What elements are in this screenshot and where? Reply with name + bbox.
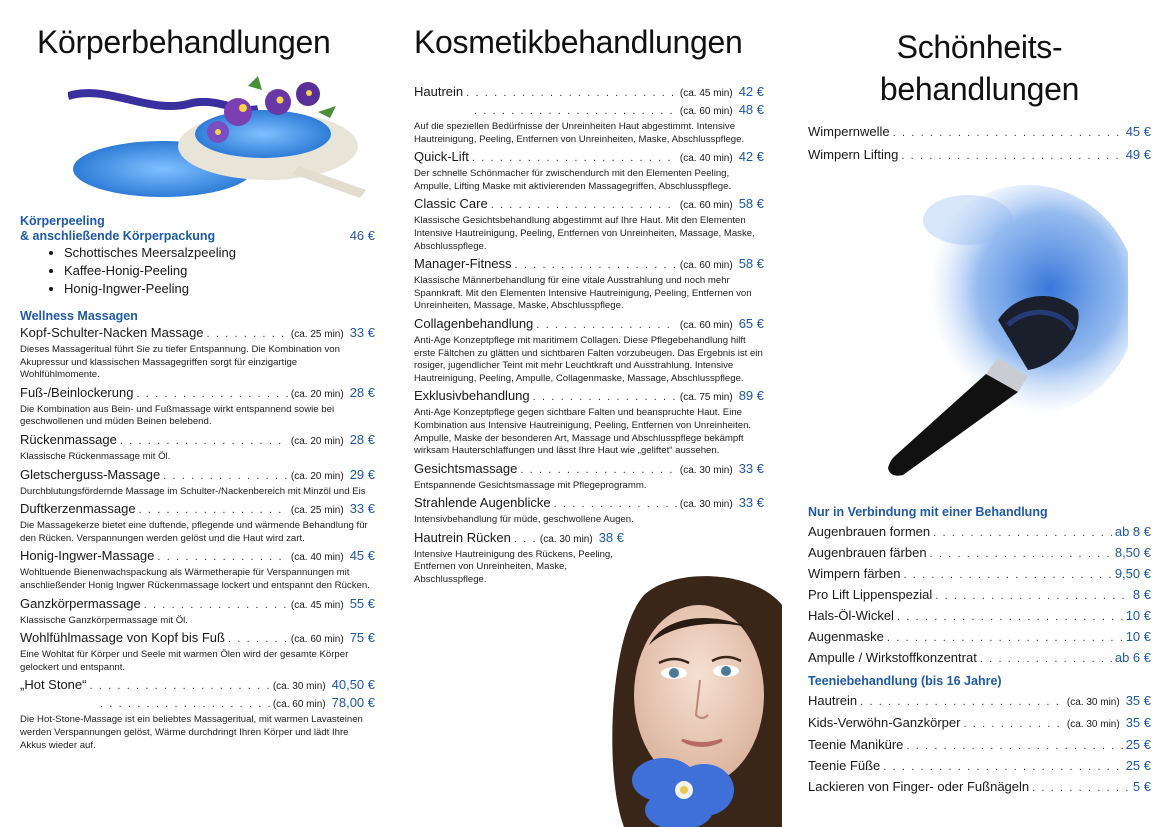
item-description: Anti-Age Konzeptpflege gegen sichtbare Falten und beanspruchte Haut. Eine Kombination aus Intensive Hautreinigung, Peeling, Entfernen von Unreinheiten. Ampulle, Maske der besonderen Art, Massage und Abschlusspflege bekämpft wirksam Hauterschlaffungen und lässt Ihre Haut wie „geliftet“ aussehen. (414, 407, 752, 457)
item-price: 29 € (349, 466, 375, 482)
item-name: Lackieren von Finger- oder Fußnägeln (808, 779, 1030, 794)
item-description: Auf die speziellen Bedürfnisse der Unreinheiten Haut abgestimmt. Intensive Hautreinigung, Peeling, Entfernen von Unreinheiten, Maske, Abschlusspflege. (414, 121, 745, 145)
item-price: 33 € (349, 325, 375, 340)
leader-dots (906, 738, 1122, 754)
item-price: 42 € (738, 84, 764, 99)
item-name: Ganzkörpermassage (20, 595, 141, 611)
item-name: Augenbrauen färben (808, 545, 927, 560)
item-price: 28 € (349, 431, 375, 447)
item-price: 75 € (349, 630, 375, 646)
wellness-title: Wellness Massagen (20, 309, 138, 323)
item-name: Teenie Füße (808, 758, 881, 773)
list-item (20, 325, 375, 382)
item-price: 65 € (738, 315, 764, 331)
leader-dots (100, 696, 270, 712)
list-item (808, 715, 1151, 733)
leader-dots (120, 433, 288, 449)
bath-salt-spoon-image (68, 74, 368, 202)
list-item (808, 147, 1151, 164)
list-item (808, 124, 1151, 141)
leader-dots (901, 148, 1122, 164)
leader-dots (474, 103, 677, 119)
item-name: Augenbrauen formen (808, 524, 931, 539)
item-time: (ca. 30 min) (1066, 719, 1120, 730)
list-item (414, 495, 764, 527)
item-time: (ca. 60 min) (272, 699, 326, 711)
item-name: Classic Care (414, 196, 488, 212)
column-kosmetikbehandlungen (414, 0, 764, 827)
list-item (20, 385, 375, 429)
teen-section (808, 674, 1151, 796)
item-description: Die Kombination aus Bein- und Fußmassage wirkt entspannend sowie bei geschwollenen und müden Beinen belebend. (20, 403, 335, 428)
leader-dots (897, 609, 1123, 625)
item-price: 25 € (1125, 737, 1151, 752)
list-item: • Schottisches Meersalzpeeling (64, 244, 375, 262)
item-price: 8,50 € (1114, 545, 1151, 560)
item-name: Hautrein (414, 84, 464, 99)
list-item (808, 758, 1151, 775)
leader-dots (930, 546, 1112, 562)
leader-dots (136, 386, 287, 402)
item-name: Hautrein Rücken (414, 529, 511, 545)
koerperpeeling-section (20, 214, 375, 298)
list-item (808, 779, 1151, 796)
item-description: Die Massagekerze bietet eine duftende, pflegende und wärmende Behandlung für den Rücken. Verspannungen werden gelöst und die Haut wird zart. (20, 520, 368, 544)
item-name: Gletscherguss-Massage (20, 466, 161, 482)
leader-dots (144, 597, 288, 613)
item-time: (ca. 25 min) (290, 505, 344, 517)
leader-dots (903, 567, 1111, 583)
makeup-brush-powder-image (878, 180, 1128, 480)
item-price: 10 € (1125, 608, 1151, 623)
leader-dots (933, 525, 1112, 541)
peeling-price: 46 € (349, 228, 375, 243)
leader-dots (207, 326, 288, 342)
list-item (808, 737, 1151, 754)
combo-section (808, 505, 1151, 667)
item-description: Intensive Hautreinigung des Rückens, Peeling, Entfernen von Unreinheiten, Maske, Abschlusspflege. (414, 548, 613, 586)
item-description: Wohltuende Bienenwachspackung als Wärmetherapie für Verspannungen mit anschließender Honig Ingwer Rückenmassage lockert und entspannt den Rücken. (20, 567, 370, 591)
item-time: (ca. 30 min) (679, 499, 733, 511)
list-item (808, 545, 1151, 562)
leader-dots (466, 85, 677, 101)
list-item: • Honig-Ingwer-Peeling (64, 280, 375, 298)
item-price: ab 8 € (1114, 524, 1151, 539)
item-price: 89 € (738, 388, 764, 404)
leader-dots (963, 716, 1063, 732)
item-description: Eine Wohltat für Körper und Seele mit warmen Ölen wird der gesamte Körper gelockert und entspannt. (20, 649, 349, 673)
list-item (414, 196, 764, 253)
item-price: 38 € (598, 529, 624, 545)
item-name: Collagenbehandlung (414, 315, 534, 331)
item-time: (ca. 60 min) (290, 634, 344, 646)
title-line-1: Schönheits- (896, 29, 1063, 65)
leader-dots (536, 317, 677, 333)
woman-face-orchid-image (604, 575, 782, 827)
item-price: 40,50 € (331, 677, 375, 693)
list-item-hautrein (414, 84, 764, 146)
item-name: Manager-Fitness (414, 256, 512, 272)
item-description: Klassische Rückenmassage mit Öl. (20, 450, 171, 462)
item-price: 58 € (738, 196, 764, 212)
list-item (414, 256, 764, 313)
list-item (808, 566, 1151, 583)
item-description: Durchblutungsfördernde Massage im Schulter-/Nackenbereich mit Minzöl und Eis (20, 485, 366, 497)
leader-dots (980, 651, 1112, 667)
item-price: 48 € (738, 102, 764, 117)
item-time: (ca. 60 min) (679, 319, 733, 331)
list-item (414, 388, 764, 457)
item-time: (ca. 60 min) (679, 200, 733, 212)
list-item (808, 693, 1151, 711)
list-item (414, 461, 764, 493)
item-price: 42 € (738, 149, 764, 165)
leader-dots (228, 631, 288, 647)
list-item-hot-stone (20, 677, 375, 752)
list-item (20, 501, 375, 545)
teen-title: Teeniebehandlung (bis 16 Jahre) (808, 674, 1002, 688)
item-time: (ca. 20 min) (290, 388, 344, 400)
wellness-section (20, 309, 375, 755)
item-price: 78,00 € (331, 695, 375, 711)
item-name: Duftkerzenmassage (20, 501, 136, 517)
item-name: Rückenmassage (20, 431, 117, 447)
leader-dots (491, 197, 677, 213)
list-item (20, 467, 375, 499)
leader-dots (554, 496, 677, 512)
item-time: (ca. 60 min) (679, 106, 733, 117)
column-schoenheitsbehandlungen (808, 0, 1151, 827)
item-price: 33 € (738, 495, 764, 511)
item-time: (ca. 30 min) (272, 681, 326, 693)
leader-dots (893, 125, 1123, 141)
item-time: (ca. 60 min) (679, 260, 733, 272)
item-price: 33 € (738, 460, 764, 476)
leader-dots (163, 468, 288, 484)
item-price: 45 € (1125, 124, 1151, 139)
item-time: (ca. 40 min) (290, 552, 344, 564)
item-price: 25 € (1125, 758, 1151, 773)
item-name: Wohlfühlmassage von Kopf bis Fuß (20, 630, 225, 646)
kosmetik-list (414, 84, 764, 590)
list-item: • Kaffee-Honig-Peeling (64, 262, 375, 280)
leader-dots (883, 759, 1122, 775)
item-description: Intensivbehandlung für müde, geschwollene Augen. (414, 514, 634, 526)
leader-dots (935, 588, 1130, 604)
item-description: Anti-Age Konzeptpflege mit maritimem Collagen. Diese Pflegebehandlung hilft erste Fältchen zu glätten und sichtbaren Falten vorzubeugen. Das Ergebnis ist ein rosiger, jugendlicher Teint mit mehr Leuchtkraft und Ausstrahlung. Intensive Hautreinigung, Peeling, Ampulle, Collagenmaske, Massage, Abschlusspflege. (414, 334, 763, 384)
item-name: Wimpern färben (808, 566, 901, 581)
item-description: Dieses Massageritual führt Sie zu tiefer Entspannung. Die Kombination von Akupressur und klassischen Massagegriffen sorgt für einzigartige Wohlfühlmomente. (20, 344, 340, 381)
item-price: 9,50 € (1114, 566, 1151, 581)
item-name: Teenie Maniküre (808, 737, 904, 752)
page-title (808, 26, 1151, 110)
item-price: 58 € (738, 256, 764, 272)
item-name: Gesichtsmassage (414, 460, 518, 476)
list-item (20, 432, 375, 464)
item-time: (ca. 20 min) (290, 470, 344, 482)
item-name: Kopf-Schulter-Nacken Massage (20, 325, 204, 340)
item-time: (ca. 75 min) (679, 392, 733, 404)
list-item-hautrein-ruecken (414, 530, 624, 587)
item-time: (ca. 20 min) (290, 435, 344, 447)
item-price: 45 € (349, 548, 375, 564)
leader-dots (89, 678, 269, 694)
leader-dots (1032, 780, 1130, 796)
peeling-title-1: Körperpeeling (20, 214, 105, 228)
list-item (808, 524, 1151, 541)
item-price: 33 € (349, 501, 375, 517)
item-time: (ca. 25 min) (290, 329, 344, 340)
item-description: Klassische Männerbehandlung für eine vitale Ausstrahlung und noch mehr Spannkraft. Mit den Elementen Intensive Hautreinigung, Peeling, Entfernen von Unreinheiten, Massage, Maske, Abschlusspflege. (414, 275, 752, 312)
item-description: Die Hot-Stone-Massage ist ein beliebtes Massageritual, mit warmen Lavasteinen werden Verspannungen gelöst, Wärme durchdringt Ihren Körper und lädt Ihre Akkus wieder auf. (20, 714, 363, 751)
item-price: 5 € (1132, 779, 1151, 794)
item-name: Honig-Ingwer-Massage (20, 548, 155, 564)
list-item (20, 630, 375, 674)
peeling-title-2: & anschließende Körperpackung (20, 229, 216, 243)
item-name: Quick-Lift (414, 149, 469, 165)
list-item (414, 149, 764, 193)
item-name: Wimpern Lifting (808, 147, 899, 162)
item-price: ab 6 € (1114, 650, 1151, 665)
leader-dots (514, 531, 537, 547)
item-price: 8 € (1132, 587, 1151, 602)
peeling-list (20, 244, 375, 298)
list-item (808, 629, 1151, 646)
list-item (808, 650, 1151, 667)
item-price: 10 € (1125, 629, 1151, 644)
item-name: „Hot Stone“ (20, 677, 87, 693)
item-name: Wimpernwelle (808, 124, 890, 139)
item-name: Strahlende Augenblicke (414, 495, 551, 511)
item-description: Klassische Ganzkörpermassage mit Öl. (20, 614, 188, 626)
item-price: 35 € (1125, 715, 1151, 730)
list-item (414, 316, 764, 385)
item-name: Kids-Verwöhn-Ganzkörper (808, 715, 961, 730)
item-time: (ca. 40 min) (679, 153, 733, 165)
column-koerperbehandlungen (20, 0, 375, 827)
item-name: Augenmaske (808, 629, 884, 644)
list-item (20, 596, 375, 628)
title-line-2: behandlungen (879, 71, 1080, 107)
item-price: 35 € (1125, 693, 1151, 708)
item-name: Pro Lift Lippenspezial (808, 587, 933, 602)
item-name: Hals-Öl-Wickel (808, 608, 894, 623)
item-time: (ca. 30 min) (679, 464, 733, 476)
item-name: Fuß-/Beinlockerung (20, 384, 134, 400)
item-price: 28 € (349, 384, 375, 400)
item-description: Entspannende Gesichtsmassage mit Pflegeprogramm. (414, 479, 647, 491)
item-time: (ca. 45 min) (290, 599, 344, 611)
item-price: 55 € (349, 595, 375, 611)
leader-dots (533, 389, 677, 405)
page-title: Körperbehandlungen (37, 24, 331, 60)
leader-dots (472, 150, 677, 166)
item-name: Hautrein (808, 693, 858, 708)
item-time: (ca. 30 min) (539, 533, 593, 545)
leader-dots (887, 630, 1123, 646)
item-price: 49 € (1125, 147, 1151, 162)
list-item (808, 608, 1151, 625)
item-time: (ca. 30 min) (1066, 697, 1120, 708)
leader-dots (520, 462, 677, 478)
list-item (20, 548, 375, 592)
top-list (808, 124, 1151, 164)
item-name: Exklusivbehandlung (414, 388, 530, 404)
leader-dots (860, 694, 1064, 710)
list-item (808, 587, 1151, 604)
leader-dots (157, 549, 287, 565)
item-description: Klassische Gesichtsbehandlung abgestimmt auf Ihre Haut. Mit den Elementen Intensive Hautreinigung, Peeling, Entfernen von Unreinheiten, Massage, Maske, Abschlusspflege. (414, 215, 755, 252)
item-description: Der schnelle Schönmacher für zwischendurch mit den Elementen Peeling, Ampulle, Lifting Maske mit aktivierenden Massagegriffen, Abschlusspflege. (414, 168, 732, 192)
leader-dots (139, 502, 288, 518)
page-title: Kosmetikbehandlungen (414, 24, 743, 60)
item-name: Ampulle / Wirkstoffkonzentrat (808, 650, 977, 665)
item-time: (ca. 45 min) (679, 88, 733, 99)
leader-dots (515, 257, 677, 273)
combo-title: Nur in Verbindung mit einer Behandlung (808, 505, 1048, 519)
